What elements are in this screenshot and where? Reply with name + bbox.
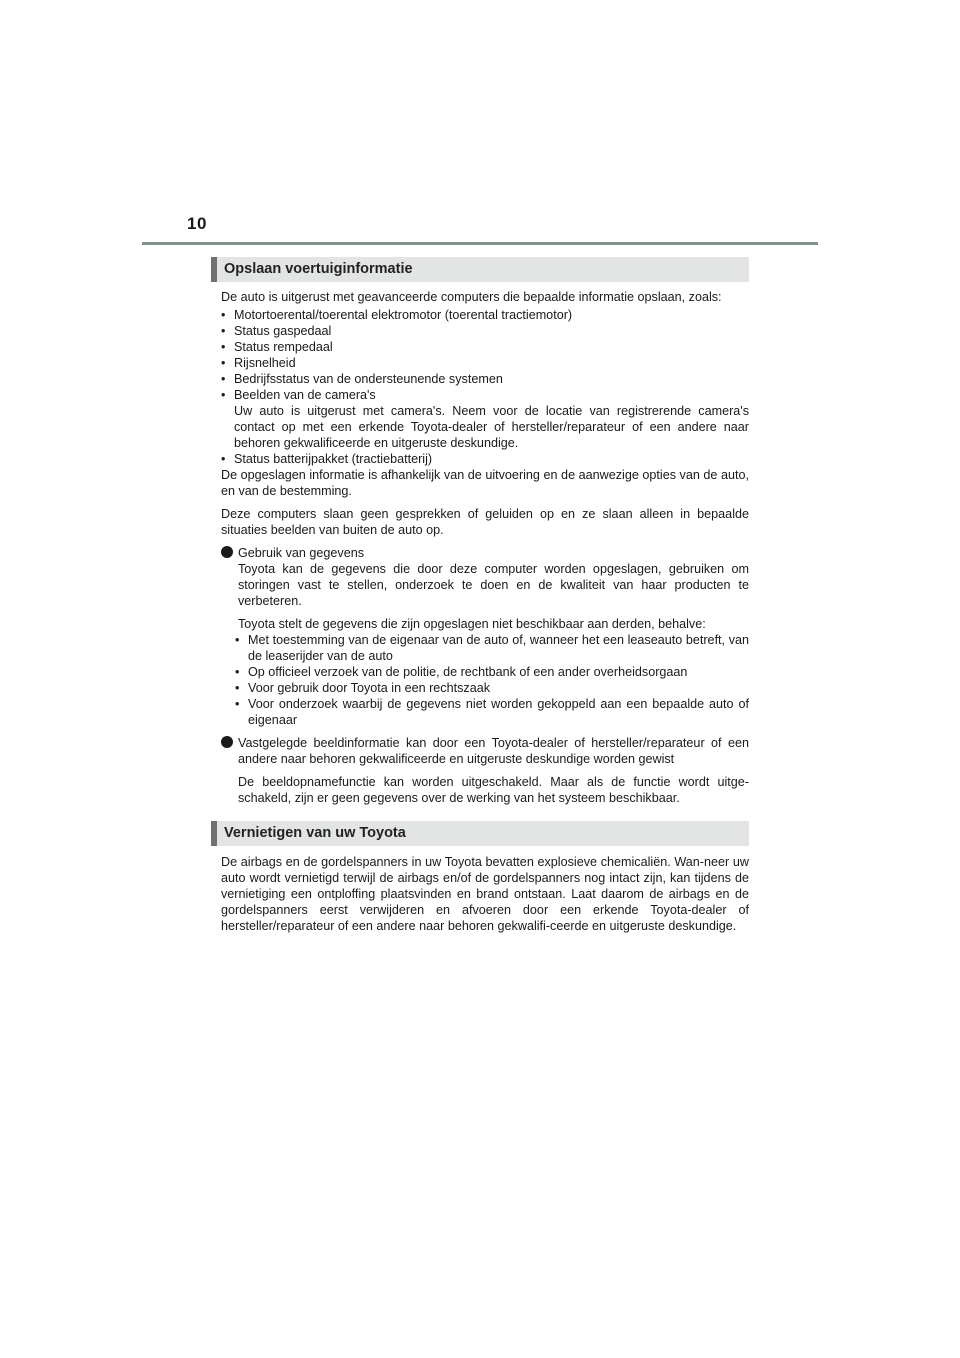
paragraph-options: De opgeslagen informatie is afhankelijk van de uitvoering en de aanwezige opties van de auto, en van de bestemming. xyxy=(221,468,749,498)
exceptions-list xyxy=(211,632,749,728)
page-content xyxy=(211,257,749,934)
list-item: • Motortoerental/toerental elektromotor (toerental tractiemotor) xyxy=(221,308,573,322)
circle-bullet-icon xyxy=(221,546,233,558)
list-item: • Status rempedaal xyxy=(221,340,333,354)
usage-exceptions-intro: Toyota stelt de gegevens die zijn opgeslagen niet beschikbaar aan derden, behalve: xyxy=(238,617,706,631)
section-heading-text: Vernietigen van uw Toyota xyxy=(224,825,406,841)
list-item: • Rijsnelheid xyxy=(221,356,296,370)
bullet-icon: • xyxy=(221,452,226,466)
bullet-icon: • xyxy=(235,633,240,647)
bullet-icon: • xyxy=(235,681,240,695)
bullet-icon: • xyxy=(221,324,226,338)
header-rule xyxy=(142,242,818,245)
camera-note: Uw auto is uitgerust met camera's. Neem voor de locatie van registrerende camera's contact op met een erkende Toyota-dealer of hersteller/reparateur of een andere naar behoren gekwalificeerde en uitgeruste deskundige. xyxy=(234,404,749,450)
list-item: • Op officieel verzoek van de politie, de rechtbank of een ander overheidsorgaan xyxy=(235,665,688,679)
intro-paragraph: De auto is uitgerust met geavanceerde computers die bepaalde informatie opslaan, zoals: xyxy=(221,290,722,304)
list-item: • Voor gebruik door Toyota in een rechtszaak xyxy=(235,681,490,695)
usage-block xyxy=(211,545,749,728)
list-item: • Bedrijfsstatus van de ondersteunende systemen xyxy=(221,372,503,386)
stored-info-list xyxy=(211,307,749,467)
disposal-paragraph: De airbags en de gordelspanners in uw Toyota bevatten explosieve chemicaliën. Wan-neer uw auto wordt vernietigd terwijl de airbags en/of de gordelspanners nog intact zijn, kan tijdens de vernietiging een ontploffing plaatsvinden en brand ontstaan. Laat daarom de airbags en de gordelspanners eerst verwijderen en afvoeren door een erkende Toyota-dealer of hersteller/reparateur of een andere naar behoren gekwalifi-ceerde en uitgeruste deskundige. xyxy=(221,855,749,933)
usage-title: Gebruik van gegevens xyxy=(238,546,365,560)
section-heading-vernietigen xyxy=(211,821,749,846)
bullet-icon: • xyxy=(235,697,240,711)
erase-block xyxy=(211,735,749,806)
paragraph-no-audio: Deze computers slaan geen gesprekken of geluiden op en ze slaan alleen in bepaalde situaties beelden van buiten de auto op. xyxy=(221,507,749,537)
list-item: • Status gaspedaal xyxy=(221,324,332,338)
bullet-icon: • xyxy=(235,665,240,679)
circle-bullet-icon xyxy=(221,736,233,748)
bullet-icon: • xyxy=(221,356,226,370)
list-item: • Voor onderzoek waarbij de gegevens niet worden gekoppeld aan een bepaalde auto of eigenaar xyxy=(235,697,749,727)
list-item: • Beelden van de camera's Uw auto is uitgerust met camera's. Neem voor de locatie van registrerende camera's contact op met een erkende Toyota-dealer of hersteller/reparateur of een andere naar behoren gekwalificeerde en uitgeruste deskundige. xyxy=(221,388,749,450)
erase-text: De beeldopnamefunctie kan worden uitgeschakeld. Maar als de functie wordt uitge-schakeld, zijn er geen gegevens over de werking van het systeem beschikbaar. xyxy=(238,775,749,805)
bullet-icon: • xyxy=(221,308,226,322)
bullet-icon: • xyxy=(221,340,226,354)
bullet-icon: • xyxy=(221,388,226,402)
list-item: • Status batterijpakket (tractiebatterij) xyxy=(221,452,433,466)
section-heading-opslaan xyxy=(211,257,749,282)
bullet-icon: • xyxy=(221,372,226,386)
list-item: • Met toestemming van de eigenaar van de auto of, wanneer het een leaseauto betreft, van de leaserijder van de auto xyxy=(235,633,749,663)
page-number: 10 xyxy=(187,214,207,233)
usage-text: Toyota kan de gegevens die door deze computer worden opgeslagen, gebruiken om storingen vast te stellen, onderzoek te doen en de kwaliteit van haar producten te verbeteren. xyxy=(238,562,749,608)
section-heading-text: Opslaan voertuiginformatie xyxy=(224,261,413,277)
erase-title: Vastgelegde beeldinformatie kan door een Toyota-dealer of hersteller/reparateur of een andere naar behoren gekwalificeerde en uitgeruste deskundige worden gewist xyxy=(238,736,749,766)
